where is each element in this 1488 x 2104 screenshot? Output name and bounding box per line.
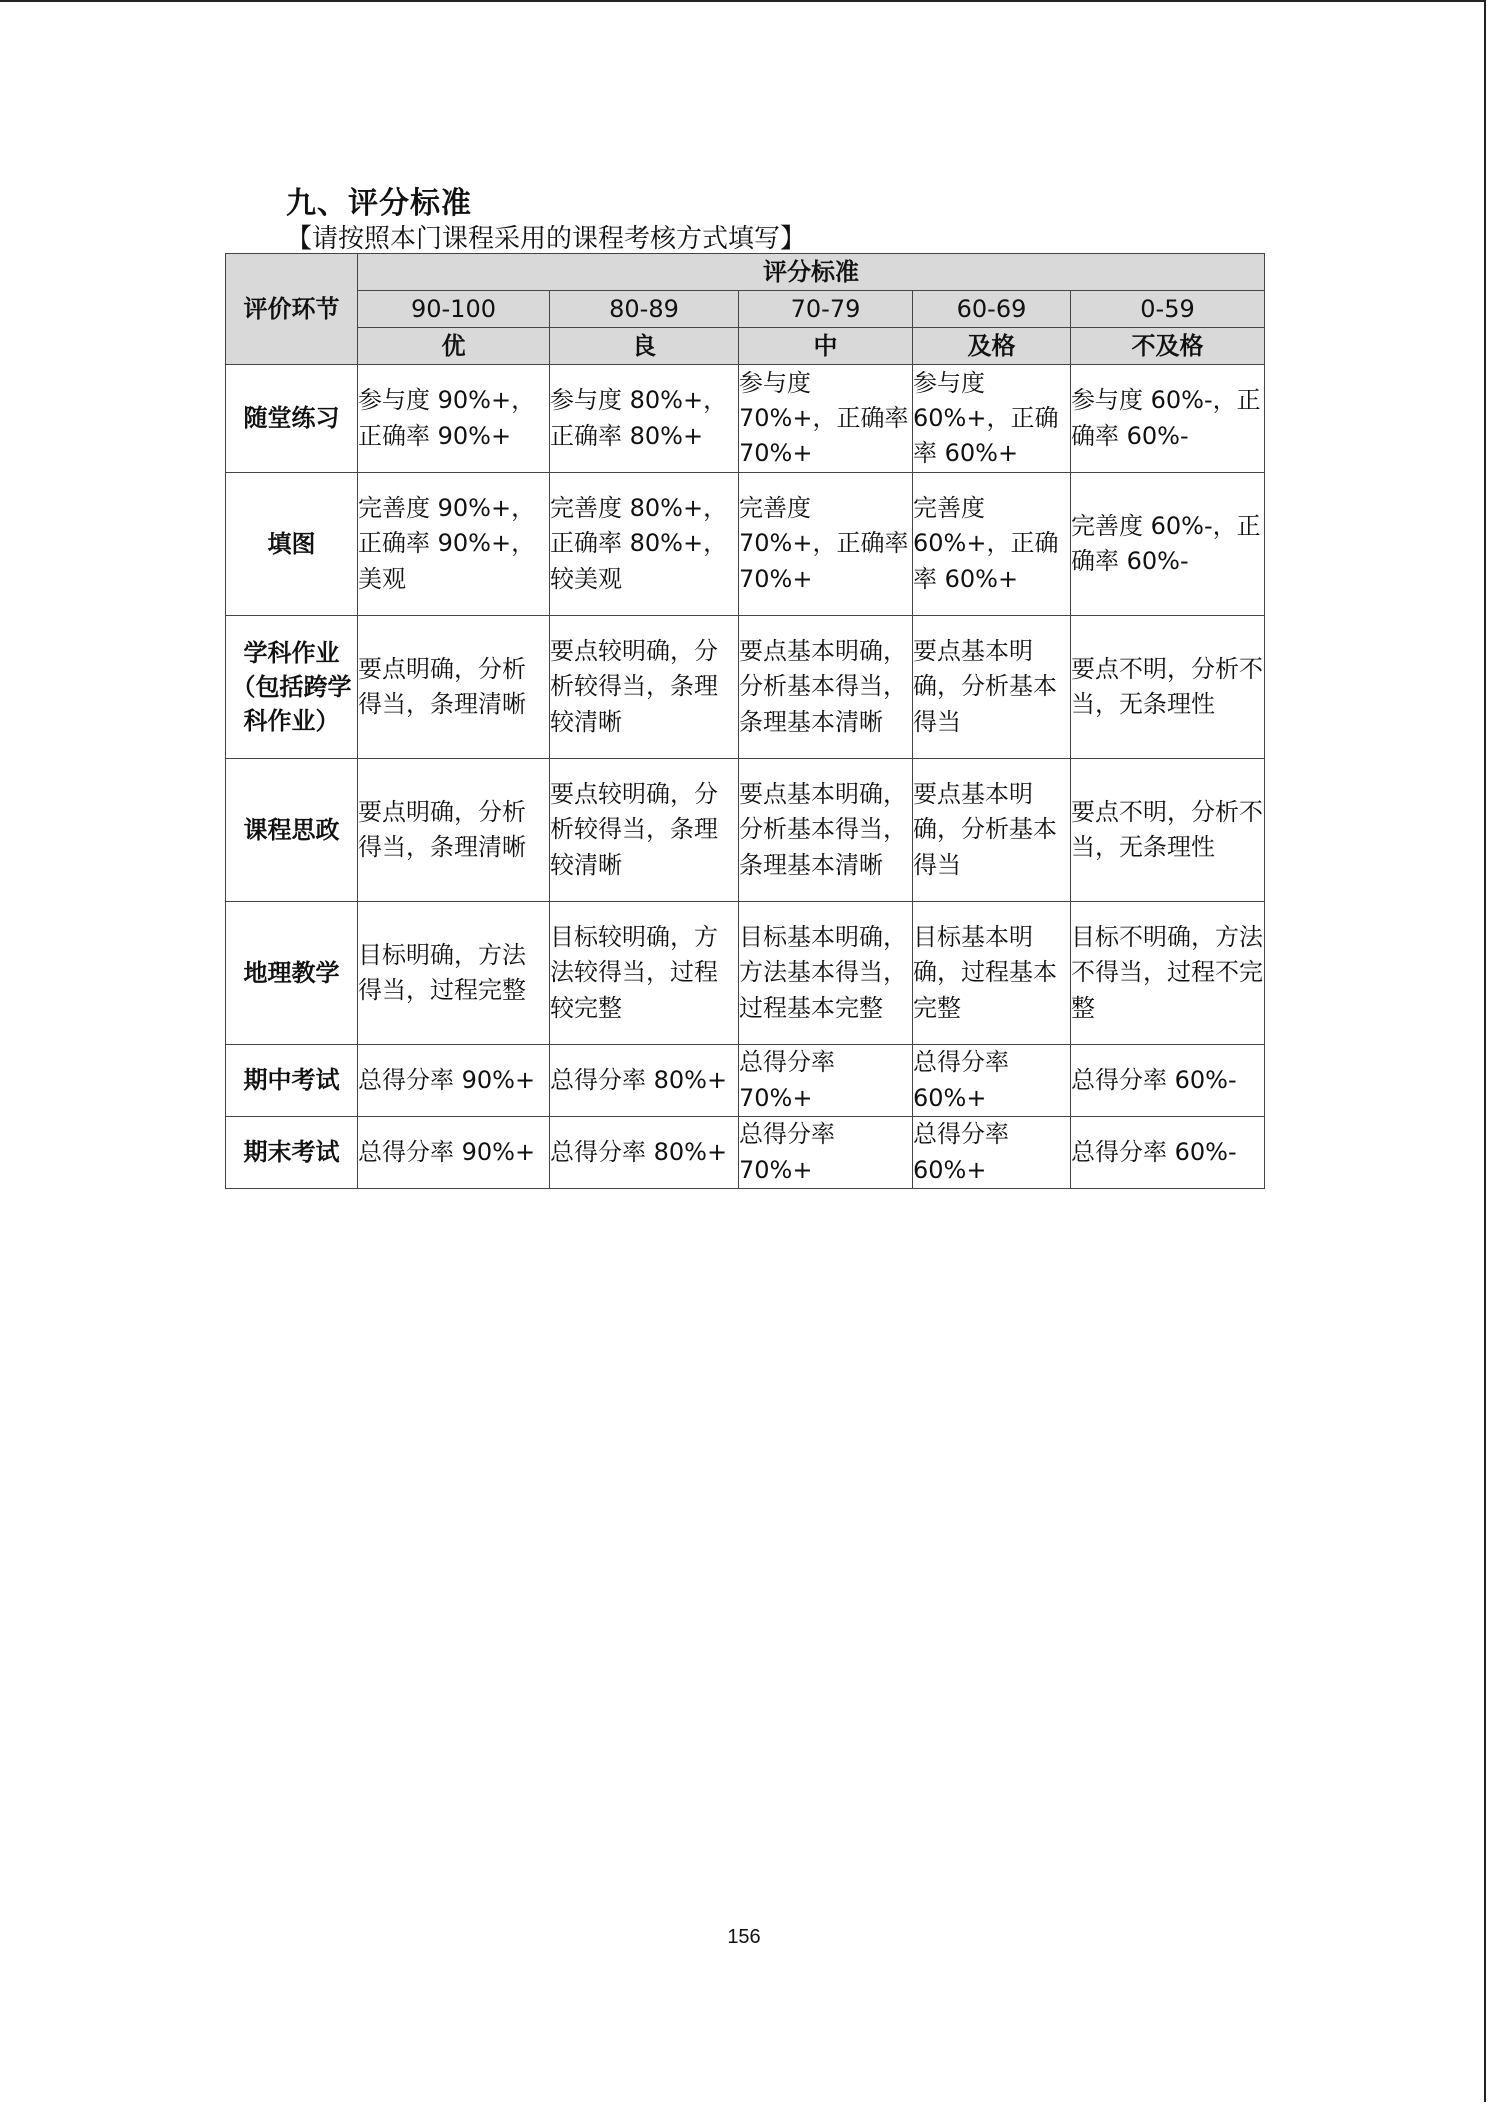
table-cell: 目标较明确，方法较得当，过程较完整 bbox=[550, 902, 739, 1045]
table-row bbox=[226, 1117, 1265, 1189]
stub-header: 评价环节 bbox=[226, 254, 358, 365]
table-cell: 要点基本明确，分析基本得当 bbox=[913, 759, 1071, 902]
table-cell: 参与度 60%-，正确率 60%- bbox=[1071, 365, 1265, 473]
score-range-header: 80-89 bbox=[550, 291, 739, 328]
table-row bbox=[226, 1045, 1265, 1117]
table-cell: 总得分率 70%+ bbox=[739, 1045, 913, 1117]
row-label: 课程思政 bbox=[226, 759, 358, 902]
table-cell: 完善度 90%+，正确率 90%+，美观 bbox=[358, 473, 550, 616]
row-label: 学科作业（包括跨学科作业） bbox=[226, 616, 358, 759]
score-range-header: 0-59 bbox=[1071, 291, 1265, 328]
table-cell: 完善度 60%-，正确率 60%- bbox=[1071, 473, 1265, 616]
grade-label-header: 优 bbox=[358, 328, 550, 365]
table-cell: 目标不明确，方法不得当，过程不完整 bbox=[1071, 902, 1265, 1045]
table-cell: 完善度 60%+，正确率 60%+ bbox=[913, 473, 1071, 616]
table-cell: 要点不明，分析不当，无条理性 bbox=[1071, 759, 1265, 902]
table-cell: 完善度 80%+，正确率 80%+，较美观 bbox=[550, 473, 739, 616]
row-label: 期末考试 bbox=[226, 1117, 358, 1189]
table-cell: 总得分率 80%+ bbox=[550, 1117, 739, 1189]
table-cell: 目标明确，方法得当，过程完整 bbox=[358, 902, 550, 1045]
group-header: 评分标准 bbox=[358, 254, 1265, 291]
table-cell: 总得分率 70%+ bbox=[739, 1117, 913, 1189]
table-cell: 要点基本明确，分析基本得当，条理基本清晰 bbox=[739, 759, 913, 902]
table-cell: 总得分率 90%+ bbox=[358, 1045, 550, 1117]
table-row bbox=[226, 759, 1265, 902]
table-row bbox=[226, 902, 1265, 1045]
page-number: 156 bbox=[727, 1926, 761, 1948]
row-label: 地理教学 bbox=[226, 902, 358, 1045]
row-label: 随堂练习 bbox=[226, 365, 358, 473]
instruction-text: 【请按照本门课程采用的课程考核方式填写】 bbox=[286, 224, 807, 254]
table-cell: 要点明确，分析得当，条理清晰 bbox=[358, 616, 550, 759]
table-cell: 要点较明确，分析较得当，条理较清晰 bbox=[550, 759, 739, 902]
table-cell: 总得分率 60%- bbox=[1071, 1117, 1265, 1189]
table-cell: 目标基本明确，过程基本完整 bbox=[913, 902, 1071, 1045]
row-label: 期中考试 bbox=[226, 1045, 358, 1117]
table-cell: 要点明确，分析得当，条理清晰 bbox=[358, 759, 550, 902]
score-range-header: 60-69 bbox=[913, 291, 1071, 328]
table-cell: 参与度 80%+，正确率 80%+ bbox=[550, 365, 739, 473]
score-range-header: 70-79 bbox=[739, 291, 913, 328]
table-row bbox=[226, 473, 1265, 616]
grade-label-header: 中 bbox=[739, 328, 913, 365]
row-label: 填图 bbox=[226, 473, 358, 616]
grade-label-header: 不及格 bbox=[1071, 328, 1265, 365]
table-cell: 目标基本明确，方法基本得当，过程基本完整 bbox=[739, 902, 913, 1045]
table-cell: 总得分率 80%+ bbox=[550, 1045, 739, 1117]
table-cell: 总得分率 90%+ bbox=[358, 1117, 550, 1189]
table-cell: 参与度 90%+，正确率 90%+ bbox=[358, 365, 550, 473]
grade-label-header: 及格 bbox=[913, 328, 1071, 365]
table-row bbox=[226, 365, 1265, 473]
table-cell: 总得分率 60%+ bbox=[913, 1117, 1071, 1189]
grade-label-header: 良 bbox=[550, 328, 739, 365]
table-cell: 参与度 70%+，正确率 70%+ bbox=[739, 365, 913, 473]
section-title: 九、评分标准 bbox=[286, 186, 472, 221]
score-range-header: 90-100 bbox=[358, 291, 550, 328]
table-cell: 总得分率 60%+ bbox=[913, 1045, 1071, 1117]
table-cell: 要点不明，分析不当，无条理性 bbox=[1071, 616, 1265, 759]
table-cell: 总得分率 60%- bbox=[1071, 1045, 1265, 1117]
table-row bbox=[226, 616, 1265, 759]
table-cell: 要点基本明确，分析基本得当 bbox=[913, 616, 1071, 759]
table-cell: 要点较明确，分析较得当，条理较清晰 bbox=[550, 616, 739, 759]
table-cell: 要点基本明确，分析基本得当，条理基本清晰 bbox=[739, 616, 913, 759]
table-cell: 参与度 60%+，正确率 60%+ bbox=[913, 365, 1071, 473]
table-cell: 完善度 70%+，正确率 70%+ bbox=[739, 473, 913, 616]
grading-criteria-table bbox=[225, 253, 1265, 1189]
